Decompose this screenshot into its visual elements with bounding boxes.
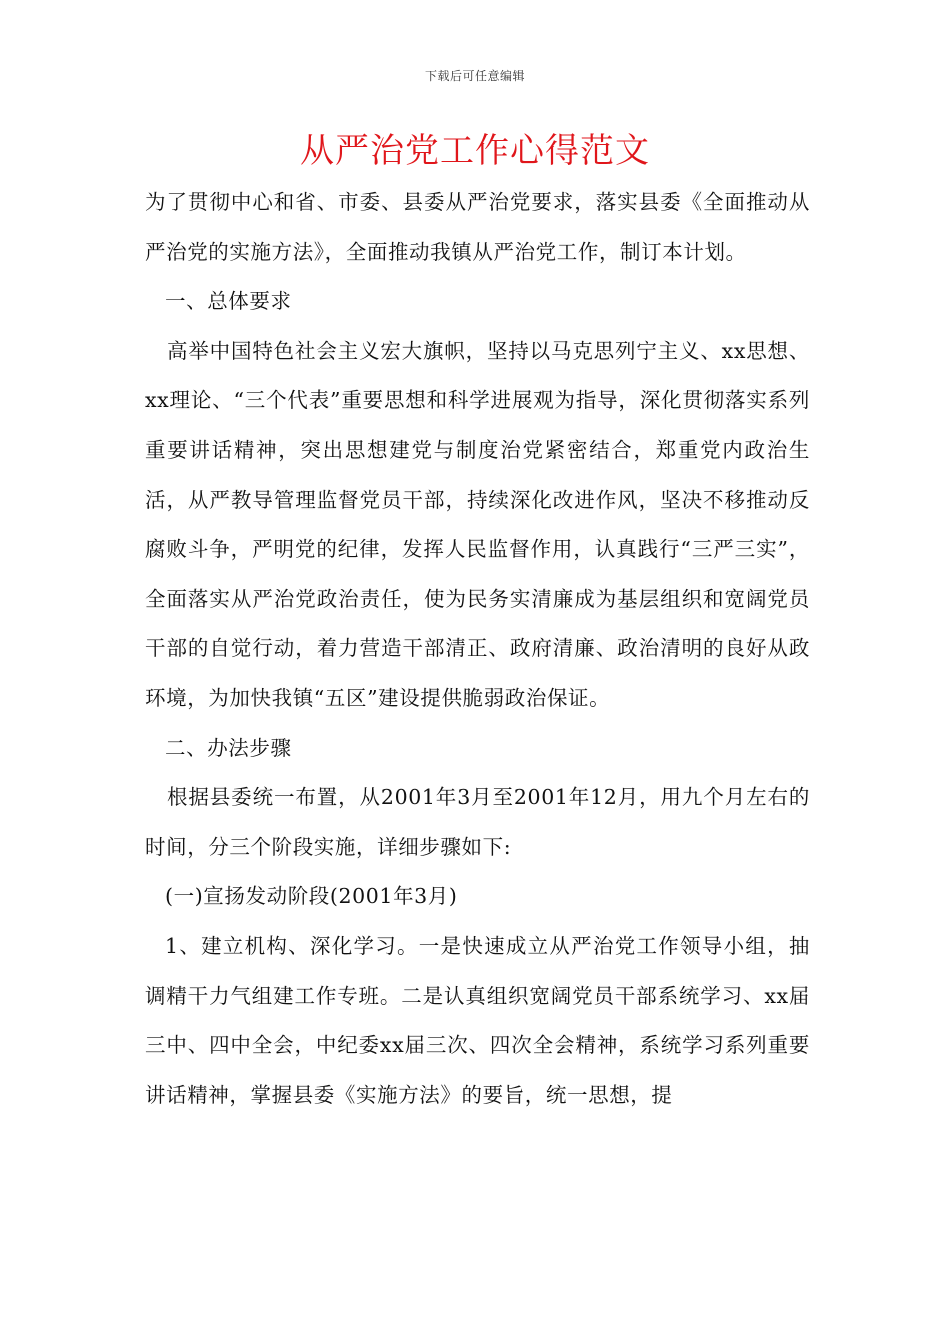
- page-header: 下载后可任意编辑: [424, 69, 525, 83]
- method-steps-paragraph: 根据县委统一布置，从2001年3月至2001年12月，用九个月左右的时间，分三个阶段实施，详细步骤如下:: [145, 785, 810, 859]
- section-heading-general-requirements: 一、总体要求: [165, 289, 292, 314]
- publicity-phase-item-1: 1、建立机构、深化学习。一是快速成立从严治党工作领导小组，抽调精干力气组建工作专班。二是认真组织宽阔党员干部系统学习、xx届三中、四中全会，中纪委xx届三次、四次全会精神，系统学习系列重要讲话精神，掌握县委《实施方法》的要旨，统一思想，提: [145, 933, 810, 1107]
- subsection-heading-publicity-phase: (一)宣扬发动阶段(2001年3月): [165, 884, 458, 909]
- intro-paragraph: 为了贯彻中心和省、市委、县委从严治党要求，落实县委《全面推动从严治党的实施方法》，全面推动我镇从严治党工作，制订本计划。: [145, 190, 810, 264]
- section-heading-method-steps: 二、办法步骤: [165, 735, 292, 760]
- general-requirements-paragraph: 高举中国特色社会主义宏大旗帜，坚持以马克思列宁主义、xx思想、xx理论、“三个代表”重要思想和科学进展观为指导，深化贯彻落实系列重要讲话精神，突出思想建党与制度治党紧密结合，郑重党内政治生活，从严教导管理监督党员干部，持续深化改进作风，坚决不移推动反腐败斗争，严明党的纪律，发挥人民监督作用，认真践行“三严三实”，全面落实从严治党政治责任，使为民务实清廉成为基层组织和宽阔党员干部的自觉行动，着力营造干部清正、政府清廉、政治清明的良好从政环境，为加快我镇“五区”建设提供脆弱政治保证。: [145, 338, 810, 710]
- document-body: [145, 178, 810, 1120]
- document-title: 从严治党工作心得范文: [300, 131, 650, 171]
